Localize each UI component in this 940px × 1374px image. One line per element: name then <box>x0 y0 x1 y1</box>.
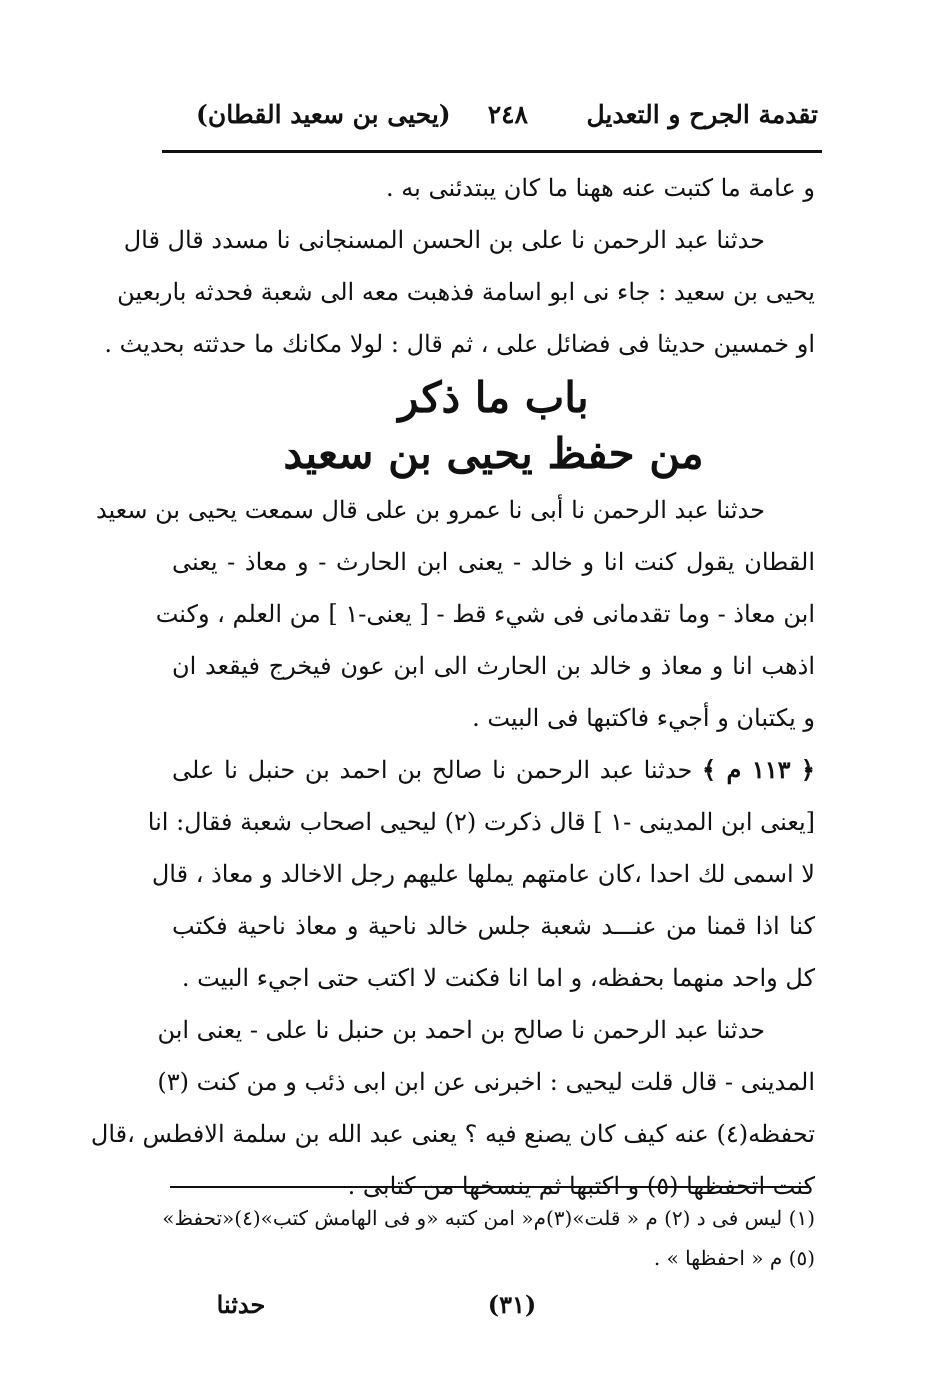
paragraph-hadith-1 <box>104 214 815 370</box>
text-line: اذهب انا و معاذ و خالد بن الحارث الى ابن عون فيخرج فيقعد ان <box>172 652 815 680</box>
page-number: ٢٤٨ <box>487 100 528 129</box>
book-title: تقدمة الجرح و التعديل <box>586 100 818 129</box>
text-line: كنا اذا قمنا من عنـــد شعبة جلس خالد ناحية و معاذ ناحية فكتب <box>172 912 815 940</box>
text-line: حدثنا عبد الرحمن نا على بن الحسن المسنجانى نا مسدد قال قال <box>123 226 765 254</box>
text-line: او خمسين حديثا فى فضائل على ، ثم قال : لولا مكانك ما حدثته بحديث . <box>104 330 815 358</box>
text-line: ابن معاذ - وما تقدمانى فى شيء قط - [ يعنى-١ ] من العلم ، وكنت <box>155 600 815 628</box>
text-line: المدينى - قال قلت ليحيى : اخبرنى عن ابن ابى ذئب و من كنت (٣) <box>157 1068 815 1096</box>
section-marker: ﴿ ١١٣ م ﴾ <box>702 755 815 784</box>
chapter-heading-line-1: باب ما ذكر <box>398 373 589 422</box>
footnote-rule <box>170 1186 810 1188</box>
text-line: لا اسمى لك احدا ،كان عامتهم يملها عليهم رجل الاخالد و معاذ ، قال <box>151 860 815 888</box>
catchword: حدثنا <box>216 1290 266 1319</box>
text-line: حدثنا عبد الرحمن نا صالح بن احمد بن حنبل نا على - يعنى ابن <box>157 1016 765 1044</box>
text-line-rest: حدثنا عبد الرحمن نا صالح بن احمد بن حنبل نا على <box>172 756 693 784</box>
chapter-heading-line-2: من حفظ يحيى بن سعيد <box>283 429 704 478</box>
paragraph-hadith-2 <box>95 484 815 744</box>
running-head: (يحيى بن سعيد القطان) <box>196 100 451 129</box>
text-line: و عامة ما كتبت عنه ههنا ما كان يبتدئنى به . <box>386 174 815 202</box>
text-line: حدثنا عبد الرحمن نا أبى نا عمرو بن على قال سمعت يحيى بن سعيد <box>95 496 765 524</box>
paragraph-continuation <box>172 162 815 214</box>
text-line: و يكتبان و أجيء فاكتبها فى البيت . <box>472 704 815 732</box>
text-line <box>172 744 815 796</box>
text-line: كل واحد منهما بحفظه، و اما انا فكنت لا اكتب حتى اجيء البيت . <box>181 964 815 992</box>
header-rule <box>162 150 822 153</box>
text-line: تحفظه(٤) عنه كيف كان يصنع فيه ؟ يعنى عبد الله بن سلمة الافطس ،قال <box>90 1120 815 1148</box>
footnotes <box>162 1198 815 1278</box>
signature-mark: (٣١) <box>487 1290 537 1319</box>
text-line: كنت اتحفظها (٥) و اكتبها ثم ينسخها من كتابى . <box>347 1172 815 1200</box>
paragraph-hadith-4 <box>90 1004 815 1212</box>
paragraph-hadith-3 <box>147 744 815 1004</box>
text-line: [يعنى ابن المدينى -١ ] قال ذكرت (٢) ليحيى اصحاب شعبة فقال: انا <box>147 808 815 836</box>
page-header <box>170 96 818 140</box>
text-line: يحيى بن سعيد : جاء نى ابو اسامة فذهبت معه الى شعبة فحدثه باربعين <box>117 278 815 306</box>
chapter-heading <box>172 370 815 482</box>
footnote-line: (١) ليس فى د (٢) م « قلت»(٣)م« امن كتبه «و فى الهامش كتب»(٤)«تحفظ» <box>162 1206 815 1230</box>
footnote-line: (٥) م « احفظها » . <box>653 1246 815 1270</box>
text-line: القطان يقول كنت انا و خالد - يعنى ابن الحارث - و معاذ - يعنى <box>172 548 815 576</box>
